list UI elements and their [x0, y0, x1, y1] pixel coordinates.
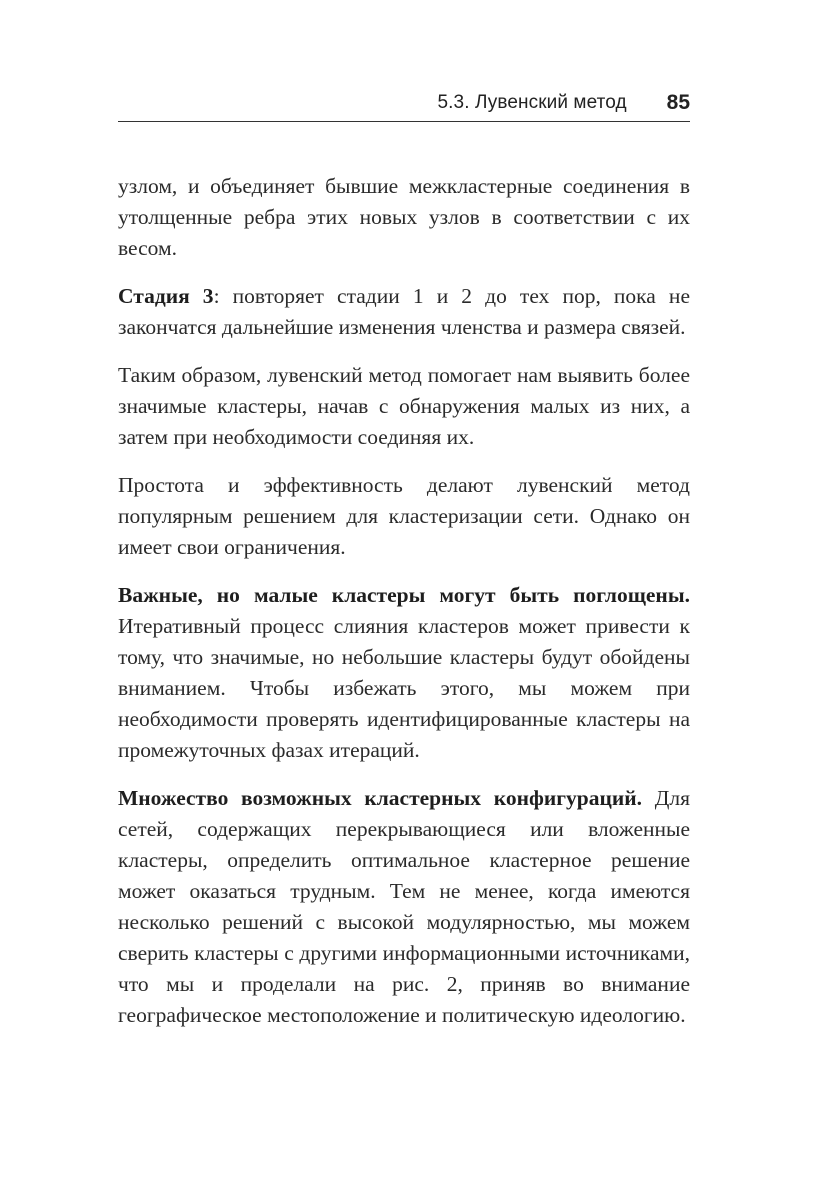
paragraph-text: узлом, и объединяет бывшие межкластерные соединения в утолщенные ребра этих новых узлов в соответствии с их весом. — [118, 174, 690, 260]
paragraph — [118, 281, 690, 343]
paragraph-text: Простота и эффективность делают лувенский метод популярным решением для кластеризации сети. Однако он имеет свои ограничения. — [118, 473, 690, 559]
paragraph-text: Таким образом, лувенский метод помогает нам выявить более значимые кластеры, начав с обнаружения малых из них, а затем при необходимости соединяя их. — [118, 363, 690, 449]
running-header — [118, 88, 690, 118]
paragraph-lead: Множество возможных кластерных конфигураций. — [118, 786, 643, 810]
paragraph — [118, 470, 690, 563]
paragraph-lead: Важные, но малые кластеры могут быть поглощены. — [118, 583, 690, 607]
page-number: 85 — [666, 91, 690, 114]
header-divider — [118, 121, 690, 122]
paragraph-text: Для сетей, содержащих перекрывающиеся или вложенные кластеры, определить оптимальное кластерное решение может оказаться трудным. Тем не менее, когда имеются несколько решений с высокой модулярностью, мы можем сверить кластеры с другими информационными источниками, что мы и проделали на рис. 2, приняв во внимание географическое местоположение и политическую идеологию. — [118, 786, 690, 1027]
paragraph — [118, 580, 690, 766]
paragraph — [118, 360, 690, 453]
paragraph-text: : повторяет стадии 1 и 2 до тех пор, пока не закончатся дальнейшие изменения членства и размера связей. — [118, 284, 690, 339]
body-text — [118, 171, 690, 1048]
paragraph — [118, 783, 690, 1031]
paragraph-text: Итеративный процесс слияния кластеров может привести к тому, что значимые, но небольшие кластеры будут обойдены вниманием. Чтобы избежать этого, мы можем при необходимости проверять идентифицированные кластеры на промежуточных фазах итераций. — [118, 614, 690, 762]
paragraph — [118, 171, 690, 264]
paragraph-lead: Стадия 3 — [118, 284, 214, 308]
section-title: 5.3. Лувенский метод — [437, 92, 627, 113]
